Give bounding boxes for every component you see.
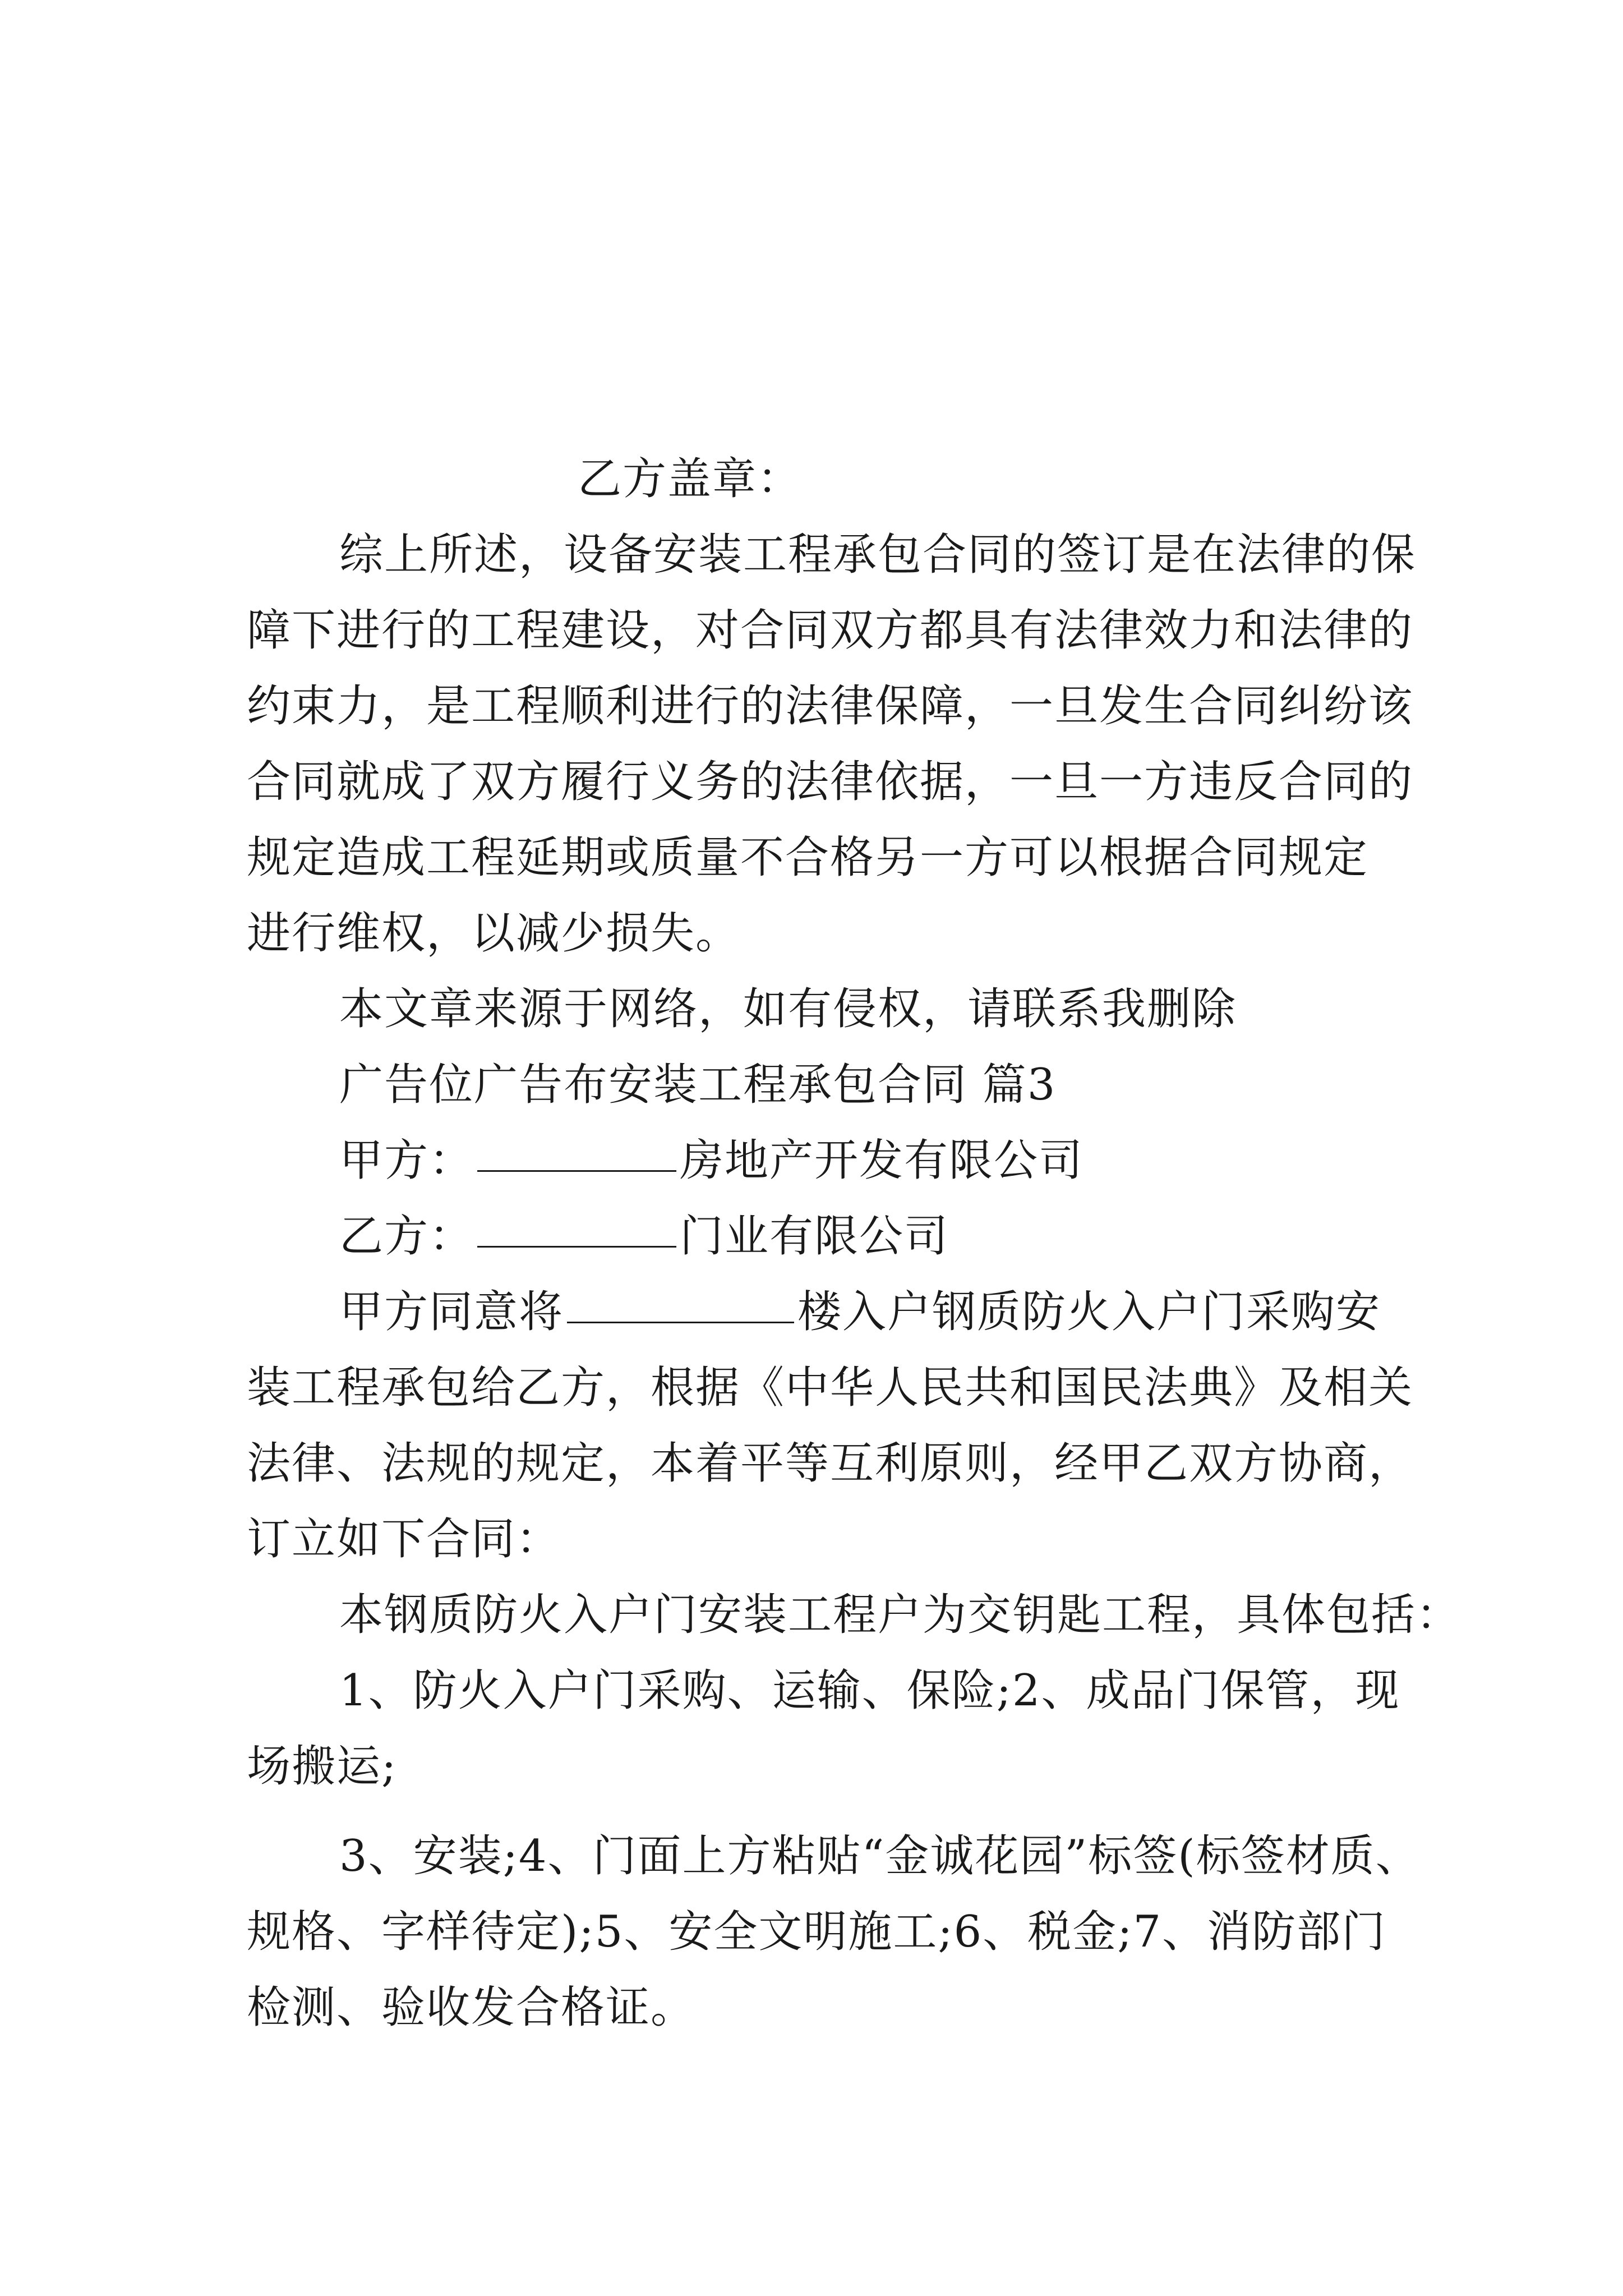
agreement-line-4: 订立如下合同： — [247, 1514, 561, 1565]
summary-line-1: 综上所述，设备安装工程承包合同的签订是在法律的保 — [339, 530, 1417, 580]
scope-items-1-line-1: 1、防火入户门采购、运输、保险;2、成品门保管，现 — [339, 1665, 1400, 1716]
signature-party-b: 乙方盖章： — [578, 454, 803, 504]
source-note: 本文章来源于网络，如有侵权，请联系我删除 — [339, 984, 1237, 1034]
party-a-line — [339, 1135, 1084, 1186]
party-a-blank — [477, 1170, 676, 1172]
summary-line-4: 合同就成了双方履行义务的法律依据，一旦一方违反合同的 — [247, 757, 1414, 807]
agreement-line-2: 装工程承包给乙方，根据《中华人民共和国民法典》及相关 — [247, 1363, 1414, 1413]
scope-items-2-line-2: 规格、字样待定);5、安全文明施工;6、税金;7、消防部门 — [247, 1907, 1387, 1957]
agreement-suffix: 楼入户钢质防火入户门采购安 — [797, 1287, 1381, 1337]
summary-line-5: 规定造成工程延期或质量不合格另一方可以根据合同规定 — [247, 832, 1369, 883]
summary-line-3: 约束力，是工程顺利进行的法律保障，一旦发生合同纠纷该 — [247, 681, 1414, 731]
agreement-prefix: 甲方同意将 — [339, 1287, 564, 1337]
building-blank — [567, 1321, 794, 1323]
summary-line-6: 进行维权，以减少损失。 — [247, 908, 741, 959]
scope-intro: 本钢质防火入户门安装工程户为交钥匙工程，具体包括： — [339, 1590, 1461, 1640]
party-b-line — [339, 1211, 949, 1262]
party-b-label: 乙方： — [339, 1211, 474, 1262]
contract-title: 广告位广告布安装工程承包合同 篇3 — [339, 1060, 1057, 1110]
party-a-name: 房地产开发有限公司 — [680, 1135, 1084, 1186]
scope-items-1-line-2: 场搬运; — [247, 1741, 398, 1792]
summary-line-2: 障下进行的工程建设，对合同双方都具有法律效力和法律的 — [247, 605, 1414, 656]
party-a-label: 甲方： — [339, 1135, 474, 1186]
party-b-name: 门业有限公司 — [680, 1211, 949, 1262]
agreement-line-1 — [339, 1287, 1381, 1337]
scope-items-2-line-1: 3、安装;4、门面上方粘贴“金诚花园”标签(标签材质、 — [339, 1831, 1421, 1881]
party-b-blank — [477, 1245, 676, 1248]
agreement-line-3: 法律、法规的规定，本着平等互利原则，经甲乙双方协商， — [247, 1438, 1414, 1489]
scope-items-2-line-3: 检测、验收发合格证。 — [247, 1982, 696, 2033]
